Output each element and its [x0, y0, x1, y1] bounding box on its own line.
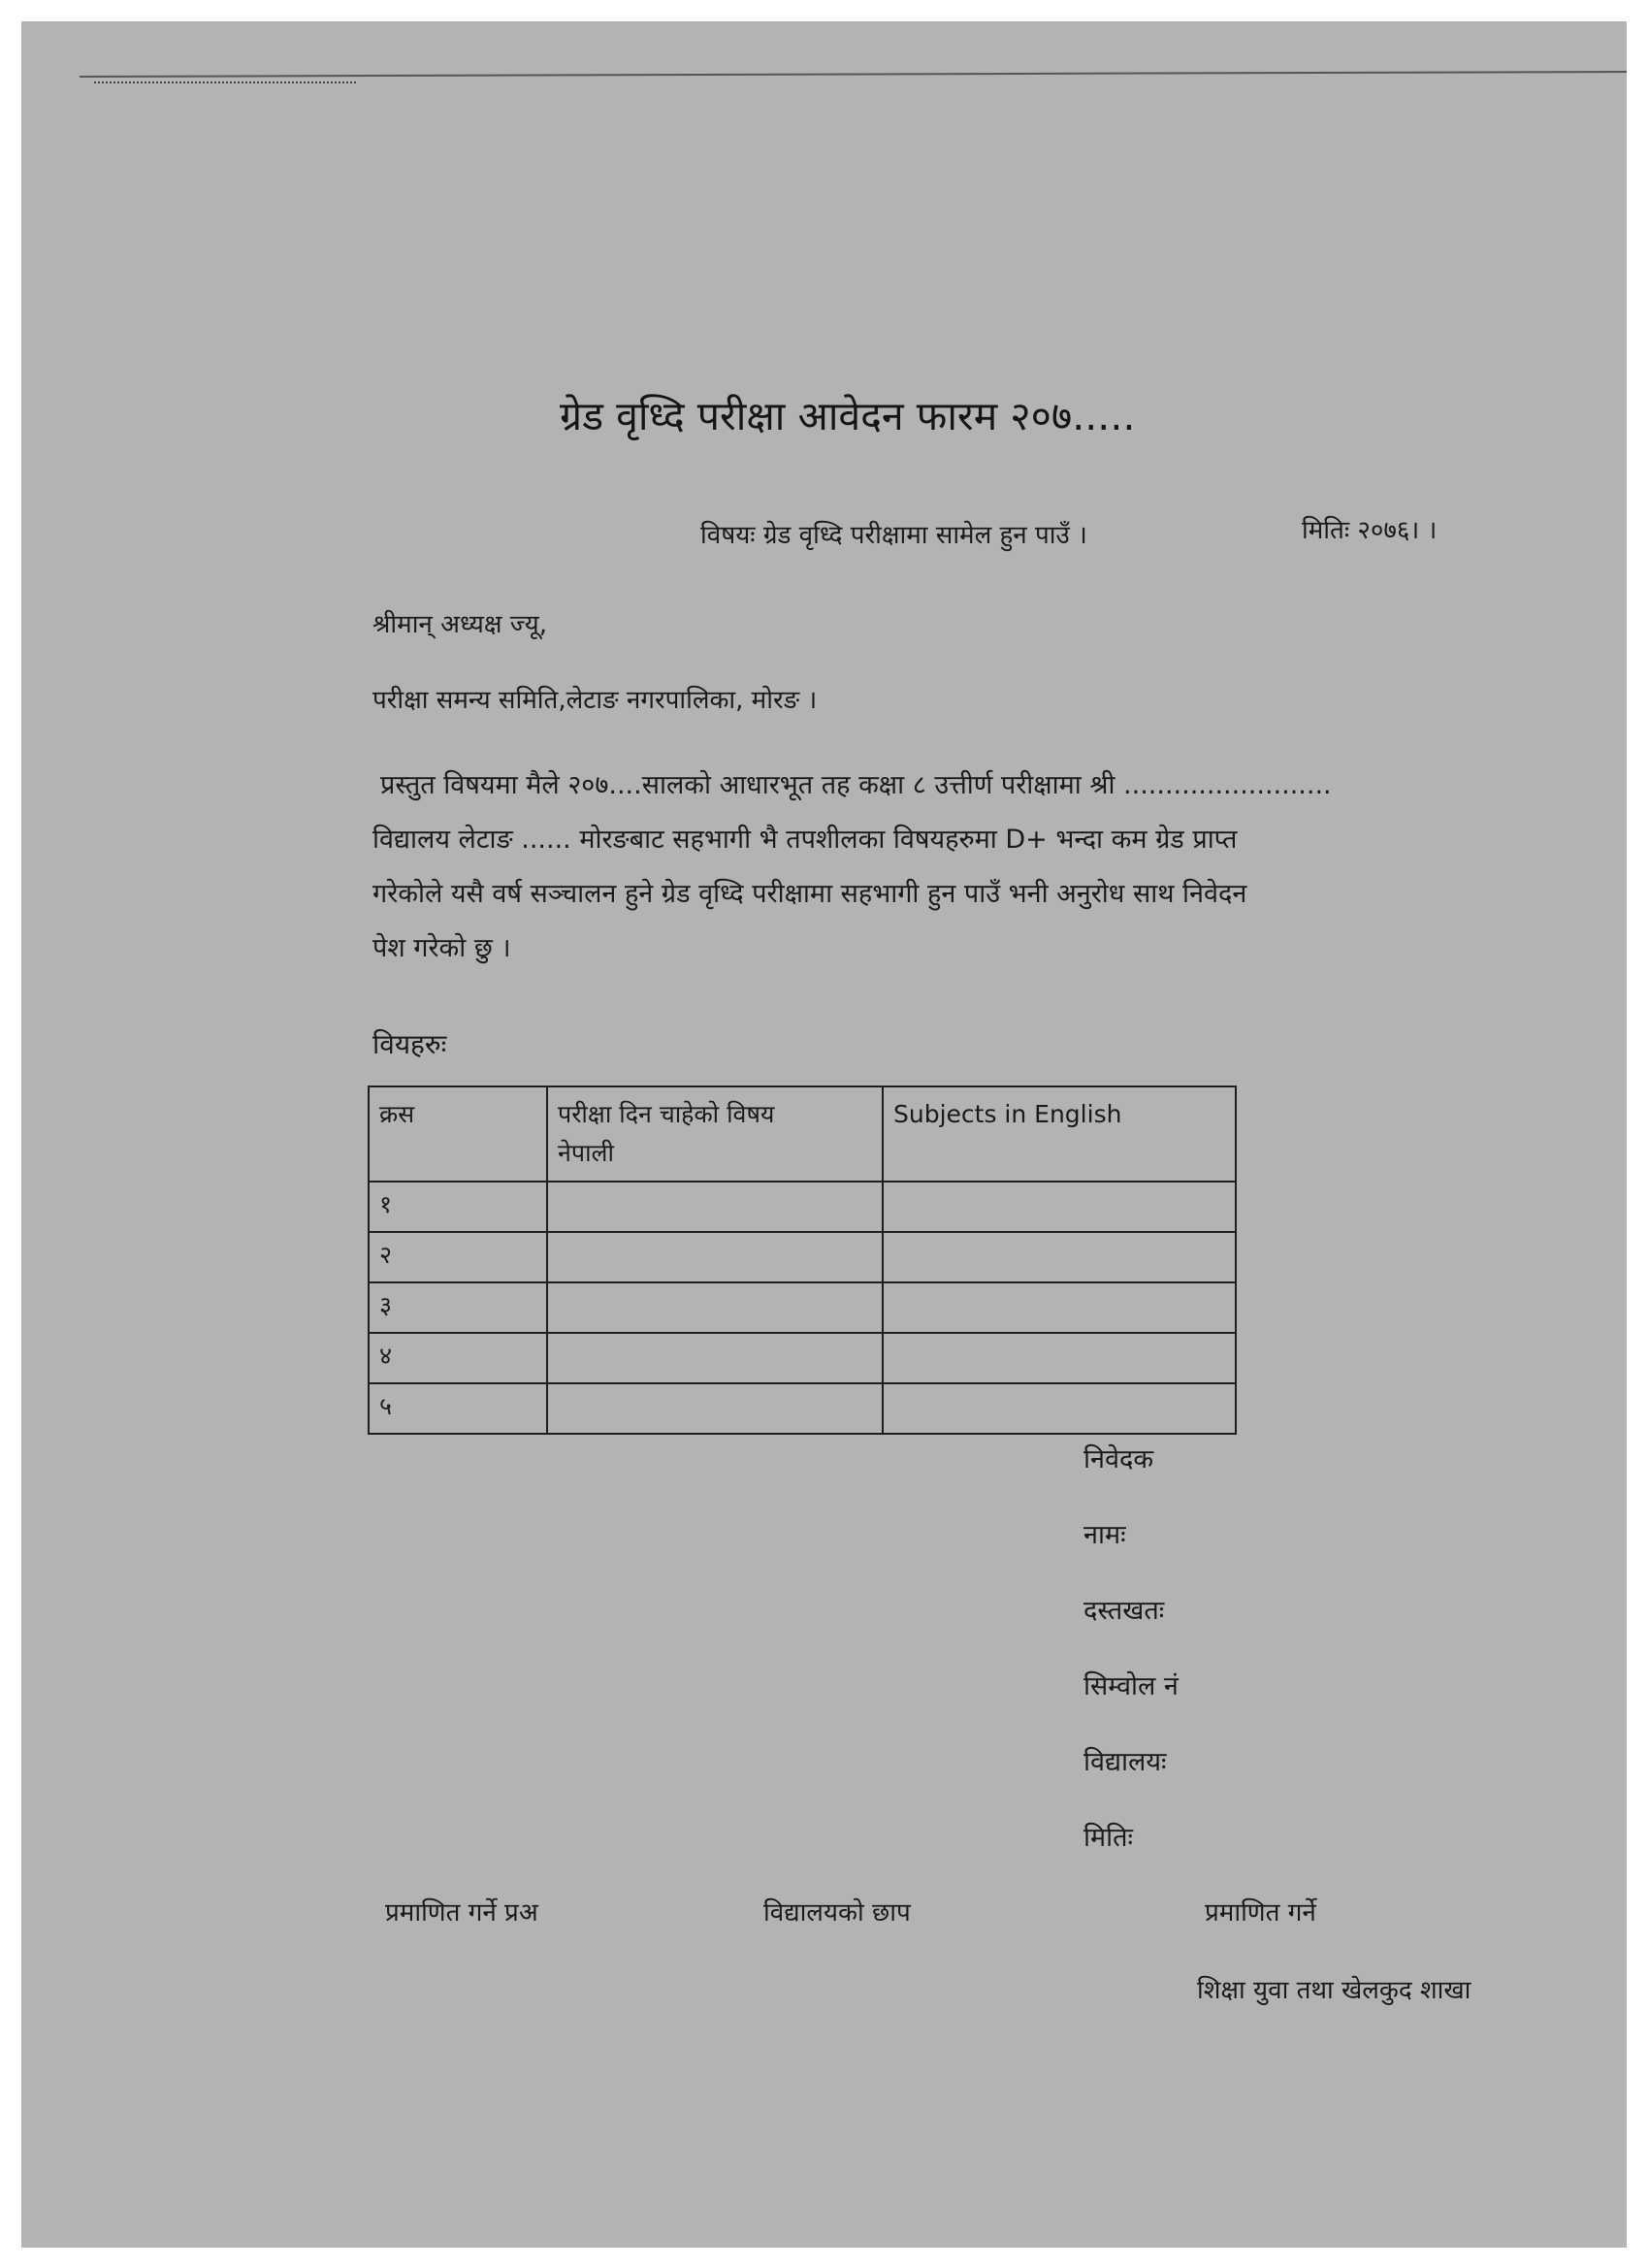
date-line: मितिः २०७६। ।	[1302, 516, 1438, 545]
name-field[interactable]: नामः	[1083, 1520, 1126, 1550]
body-line: विद्यालय लेटाङ ...... मोरङबाट सहभागी भै तपशीलका विषयहरुमा D+ भन्दा कम ग्रेड प्राप्त	[372, 825, 1238, 855]
signature-field[interactable]: दस्तखतः	[1083, 1596, 1165, 1626]
body-line: गरेकोले यसै वर्ष सञ्चालन हुने ग्रेड वृध्दि परीक्षामा सहभागी हुन पाउँ भनी अनुरोध साथ निवेदन	[372, 879, 1247, 909]
body-line: प्रस्तुत विषयमा मैले २०७....सालको आधारभूत तह कक्षा ८ उत्तीर्ण परीक्षामा श्री .........................	[380, 770, 1332, 800]
serial-cell: २	[369, 1232, 547, 1282]
scanned-page	[21, 21, 1627, 2248]
school-stamp-label: विद्यालयको छाप	[763, 1898, 911, 1928]
serial-cell: १	[369, 1182, 547, 1232]
table-header-row	[369, 1086, 1236, 1182]
english-subject-cell[interactable]	[883, 1232, 1236, 1282]
nepali-subject-cell[interactable]	[547, 1182, 883, 1232]
column-header-serial: क्रस	[369, 1086, 547, 1182]
table-row	[369, 1333, 1236, 1383]
table-row	[369, 1182, 1236, 1232]
serial-cell: ५	[369, 1383, 547, 1434]
table-row	[369, 1383, 1236, 1434]
column-header-nepali	[547, 1086, 883, 1182]
english-subject-cell[interactable]	[883, 1383, 1236, 1434]
english-subject-cell[interactable]	[883, 1282, 1236, 1333]
serial-cell: ३	[369, 1282, 547, 1333]
scan-top-edge-line	[80, 71, 1627, 78]
school-field[interactable]: विद्यालयः	[1083, 1747, 1167, 1777]
application-body	[372, 759, 1527, 976]
subjects-table	[368, 1085, 1237, 1435]
serial-cell: ४	[369, 1333, 547, 1383]
subjects-label: वियहरुः	[372, 1028, 447, 1060]
subject-line: विषयः ग्रेड वृध्दि परीक्षामा सामेल हुन पाउँ ।	[700, 521, 1087, 550]
form-title: ग्रेड वृध्दि परीक्षा आवेदन फारम २०७.....	[560, 393, 1136, 439]
english-subject-cell[interactable]	[883, 1333, 1236, 1383]
table-row	[369, 1282, 1236, 1333]
column-header-nepali-text: परीक्षा दिन चाहेको विषय नेपाली	[558, 1100, 775, 1167]
english-subject-cell[interactable]	[883, 1182, 1236, 1232]
table-row	[369, 1232, 1236, 1282]
nepali-subject-cell[interactable]	[547, 1232, 883, 1282]
salutation: श्रीमान् अध्यक्ष ज्यू,	[372, 610, 547, 639]
nepali-subject-cell[interactable]	[547, 1282, 883, 1333]
column-header-english: Subjects in English	[883, 1086, 1236, 1182]
applicant-label: निवेदक	[1083, 1444, 1154, 1474]
education-branch-label: शिक्षा युवा तथा खेलकुद शाखा	[1197, 1976, 1471, 2005]
scan-speckle	[94, 81, 356, 89]
body-line: पेश गरेको छु ।	[372, 933, 511, 963]
signature-date-field[interactable]: मितिः	[1083, 1823, 1133, 1853]
addressee: परीक्षा समन्य समिति,लेटाङ नगरपालिका, मोरङ ।	[372, 686, 818, 715]
certify-label: प्रमाणित गर्ने	[1205, 1898, 1316, 1928]
certify-head-teacher: प्रमाणित गर्ने प्रअ	[385, 1898, 538, 1928]
nepali-subject-cell[interactable]	[547, 1333, 883, 1383]
symbol-number-field[interactable]: सिम्वोल नं	[1083, 1671, 1179, 1701]
nepali-subject-cell[interactable]	[547, 1383, 883, 1434]
